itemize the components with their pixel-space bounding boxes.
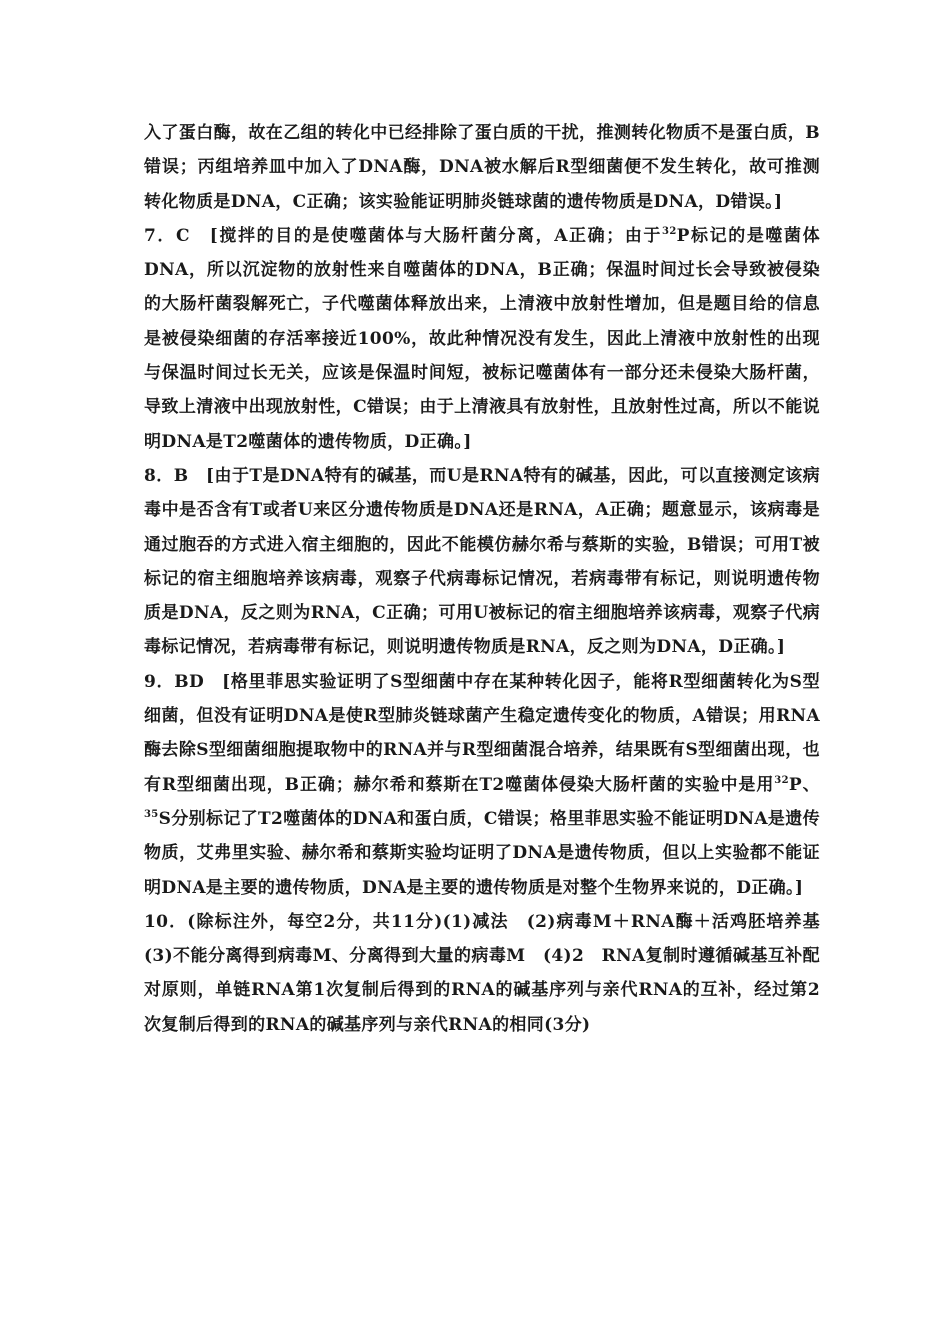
answer-9-text-part3: S分别标记了T2噬菌体的DNA和蛋白质，C错误；格里菲思实验不能证明DNA是遗传物质，艾弗里实验、赫尔希和蔡斯实验均证明了DNA是遗传物质，但以上实验都不能证明DNA是主要的遗传物质，DNA是主要的遗传物质是对整个生物界来说的，D正确。] [144,808,820,898]
answer-10-number: 10． [144,911,188,932]
answer-text-body [144,116,838,1042]
answer-8-number: 8．B [144,465,189,486]
answer-7-paragraph [144,219,820,459]
answer-8-text: [由于T是DNA特有的碱基，而U是RNA特有的碱基，因此，可以直接测定该病毒中是否含有T或者U来区分遗传物质是DNA还是RNA，A正确；题意显示，该病毒是通过胞吞的方式进入宿主细胞的，因此不能模仿赫尔希与蔡斯的实验，B错误；可用T被标记的宿主细胞培养该病毒，观察子代病毒标记情况，若病毒带有标记，则说明遗传物质是DNA，反之则为RNA，C正确；可用U被标记的宿主细胞培养该病毒，观察子代病毒标记情况，若病毒带有标记，则说明遗传物质是RNA，反之则为DNA，D正确。] [144,465,820,658]
answer-9-paragraph [144,665,820,905]
answer-7-number: 7．C [144,225,190,246]
answer-7-superscript: 32 [662,225,677,237]
answer-continuation-paragraph [144,116,820,219]
answer-7-text-part1: [搅拌的目的是使噬菌体与大肠杆菌分离，A正确；由于 [189,225,663,246]
answer-8-paragraph [144,459,820,665]
answer-9-text-part1: [格里菲思实验证明了S型细菌中存在某种转化因子，能将R型细菌转化为S型细菌，但没有证明DNA是使R型肺炎链球菌产生稳定遗传变化的物质，A错误；用RNA酶去除S型细菌细胞提取物中的RNA并与R型细菌混合培养，结果既有S型细菌出现，也有R型细菌出现，B正确；赫尔希和蔡斯在T2噬菌体侵染大肠杆菌的实验中是用 [144,671,820,795]
answer-7-text-part2: P标记的是噬菌体DNA，所以沉淀物的放射性来自噬菌体的DNA，B正确；保温时间过长会导致被侵染的大肠杆菌裂解死亡，子代噬菌体释放出来，上清液中放射性增加，但是题目给的信息是被侵染细菌的存活率接近100%，故此种情况没有发生，因此上清液中放射性的出现与保温时间过长无关，应该是保温时间短，被标记噬菌体有一部分还未侵染大肠杆菌，导致上清液中出现放射性，C错误；由于上清液具有放射性，且放射性过高，所以不能说明DNA是T2噬菌体的遗传物质，D正确。] [144,225,820,452]
answer-10-paragraph [144,905,838,1042]
answer-9-text-part2: P、 [788,774,820,795]
answer-9-superscript-35: 35 [144,808,159,820]
answer-9-superscript-32: 32 [774,774,789,786]
answer-continuation-text: 入了蛋白酶，故在乙组的转化中已经排除了蛋白质的干扰，推测转化物质不是蛋白质，B错误；丙组培养皿中加入了DNA酶，DNA被水解后R型细菌便不发生转化，故可推测转化物质是DNA，C正确；该实验能证明肺炎链球菌的遗传物质是DNA，D错误。] [144,123,820,212]
answer-10-text: (除标注外，每空2分，共11分)(1)减法 (2)病毒M＋RNA酶＋活鸡胚培养基 (3)不能分离得到病毒M、分离得到大量的病毒M (4)2 RNA复制时遵循碱基互补配对原则，单链RNA第1次复制后得到的RNA的碱基序列与亲代RNA的互补，经过第2次复制后得到的RNA的碱基序列与亲代RNA的相同(3分) [144,911,838,1035]
answer-9-number: 9．BD [144,671,205,692]
